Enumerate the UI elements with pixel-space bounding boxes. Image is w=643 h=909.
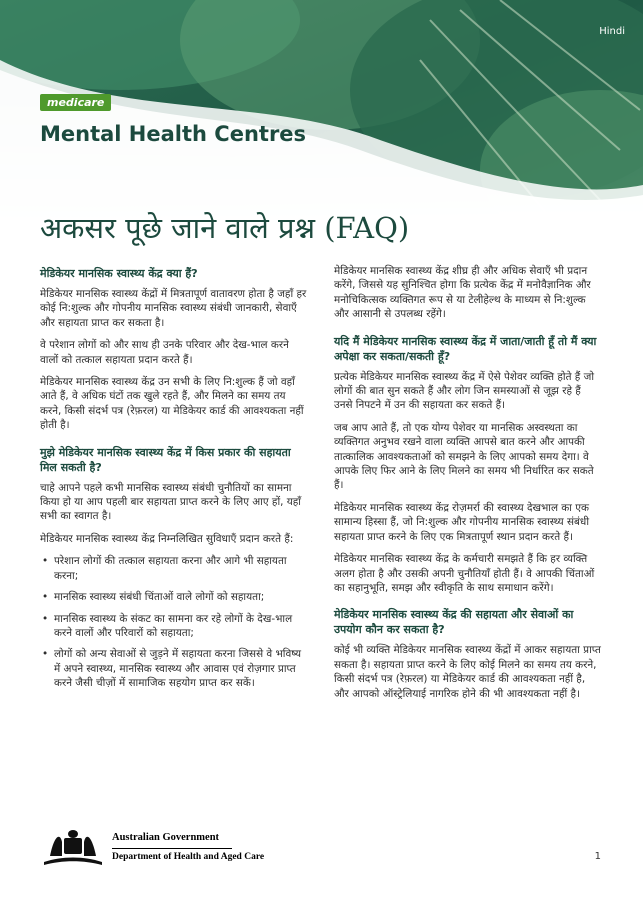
services-list (40, 554, 308, 690)
page-number: 1 (594, 851, 601, 862)
page-title: अकसर पूछे जाने वाले प्रश्न (FAQ) (40, 211, 410, 245)
medicare-badge: medicare (40, 94, 111, 111)
brand-title: Mental Health Centres (40, 122, 307, 146)
left-column (40, 266, 308, 698)
paragraph: वे परेशान लोगों को और साथ ही उनके परिवार और देख-भाल करने वालों को तत्काल सहायता प्रदान करते हैं। (40, 339, 289, 366)
list-item: • मानसिक स्वास्थ्य संबंधी चिंताओं वाले लोगों को सहायता; (54, 590, 308, 604)
list-item: • लोगों को अन्य सेवाओं से जुड़ने में सहायता करना जिससे वे भविष्य में अपने स्वास्थ्य, मानसिक स्वास्थ्य और आवास एवं रोज़गार प्राप्त करने जैसी चीज़ों में सामाजिक सहयोग प्राप्त कर सकें। (54, 647, 308, 690)
section-heading: मुझे मेडिकेयर मानसिक स्वास्थ्य केंद्र में किस प्रकार की सहायता मिल सकती है? (40, 445, 291, 474)
paragraph: चाहे आपने पहले कभी मानसिक स्वास्थ्य संबंधी चुनौतियों का सामना किया हो या आप पहली बार सहायता प्राप्त करने के लिए आए हों, यहाँ सभी का स्वागत है। (40, 481, 301, 523)
language-label: Hindi (599, 26, 625, 37)
gov-name: Australian Government (112, 832, 220, 843)
coat-of-arms-icon (42, 822, 104, 868)
paragraph: मेडिकेयर मानसिक स्वास्थ्य केंद्र शीघ्र ही और अधिक सेवाएँ भी प्रदान करेंगे, जिससे यह सुनिश्चित होगा कि प्रत्येक केंद्र में मनोवैज्ञानिक और मनोचिकित्सक व्यक्तिगत रूप से या टेलीहेल्थ के माध्यम से नि:शुल्क और आसानी से उपलब्ध रहेंगे। (334, 265, 591, 321)
paragraph: मेडिकेयर मानसिक स्वास्थ्य केंद्रों में मित्रतापूर्ण वातावरण होता है जहाँ हर कोई नि:शुल्क और गोपनीय मानसिक स्वास्थ्य संबंधी जानकारी, सेवाएँ और सहायता प्राप्त कर सकता है। (40, 288, 307, 329)
paragraph: जब आप आते हैं, तो एक योग्य पेशेवर या मानसिक अस्वस्थता का व्यक्तिगत अनुभव रखने वाला व्यक्ति आपसे बात करने और आपकी तात्कालिक आवश्यकताओं को समझने के लिए आपको समय देगा। वे आपके लिए फिर आने के लिए मिलने का समय भी निर्धारित कर सकते हैं। (334, 421, 594, 492)
department-name: Department of Health and Aged Care (112, 852, 265, 862)
right-column (334, 264, 602, 709)
divider (112, 848, 232, 849)
section-heading: मेडिकेयर मानसिक स्वास्थ्य केंद्र की सहायता और सेवाओं का उपयोग कौन कर सकता है? (334, 608, 574, 637)
paragraph: मेडिकेयर मानसिक स्वास्थ्य केंद्र के कर्मचारी समझते हैं कि हर व्यक्ति अलग होता है और उसकी अपनी चुनौतियाँ होती हैं। वे आपकी चिंताओं का सहानुभूति, समझ और स्वीकृति के साथ समाधान करेंगे। (334, 553, 595, 594)
paragraph: प्रत्येक मेडिकेयर मानसिक स्वास्थ्य केंद्र में ऐसे पेशेवर व्यक्ति होते हैं जो लोगों की बात सुन सकते हैं और लोग जिन समस्याओं से जूझ रहे हैं उनसे निपटने में उन की सहायता कर सकते हैं। (334, 370, 595, 412)
paragraph: मेडिकेयर मानसिक स्वास्थ्य केंद्र उन सभी के लिए नि:शुल्क हैं जो वहाँ आते हैं, वे अधिक घंटों तक खुले रहते हैं, और मिलने का समय तय करने, किसी संदर्भ पत्र (रेफ़रल) या मेडिकेयर कार्ड की आवश्यकता नहीं होती है। (40, 376, 304, 432)
paragraph: कोई भी व्यक्ति मेडिकेयर मानसिक स्वास्थ्य केंद्रों में आकर सहायता प्राप्त सकता है। सहायता प्राप्त करने के लिए कोई मिलने का समय तय करने, किसी संदर्भ पत्र (रेफ़रल) या मेडिकेयर कार्ड की आवश्यकता नहीं है, और आपको ऑस्ट्रेलियाई नागरिक होने की भी आवश्यकता नहीं है। (334, 644, 601, 700)
paragraph: मेडिकेयर मानसिक स्वास्थ्य केंद्र निम्नलिखित सुविधाएँ प्रदान करते हैं: (40, 532, 294, 545)
paragraph: मेडिकेयर मानसिक स्वास्थ्य केंद्र रोज़मर्रा की स्वास्थ्य देखभाल का एक सामान्य हिस्सा हैं, जो नि:शुल्क और गोपनीय मानसिक स्वास्थ्य संबंधी सहायता प्राप्त करने के लिए एक मित्रतापूर्ण स्थान प्रदान करते हैं। (334, 501, 590, 543)
list-item: • परेशान लोगों की तत्काल सहायता करना और आगे भी सहायता करना; (54, 554, 308, 583)
section-heading: यदि मैं मेडिकेयर मानसिक स्वास्थ्य केंद्र में जाता/जाती हूँ तो मैं क्या अपेक्षा कर सकता/सकती हूँ? (334, 334, 597, 363)
list-item: • मानसिक स्वास्थ्य के संकट का सामना कर रहे लोगों के देख-भाल करने वालों और परिवारों को सहायता; (54, 612, 308, 641)
section-heading: मेडिकेयर मानसिक स्वास्थ्य केंद्र क्या हैं? (40, 267, 198, 280)
